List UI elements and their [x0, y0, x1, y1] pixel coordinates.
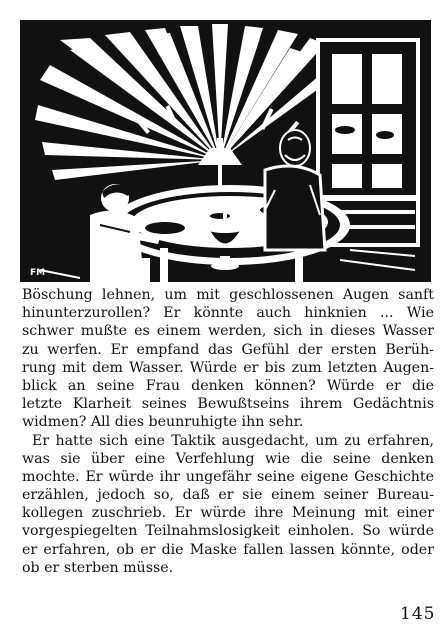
paragraph2-line-8: ob er sterben müsse. [22, 559, 174, 576]
paragraph1-line-1: Böschung lehnen, um mit geschlossenen Augen sanft [22, 287, 434, 303]
paragraph1-line-6: blick an seine Frau denken können? Würde er die [22, 377, 434, 394]
paragraph2-line-7: er erfahren, ob er die Maske fallen lassen könnte, oder [22, 541, 434, 558]
artist-monogram: FM [30, 268, 46, 278]
paragraph2-line-5: kollegen zuschrieb. Er würde ihre Meinung mit einer [22, 505, 434, 522]
page-number: 145 [400, 604, 436, 624]
paragraph1-line-7: letzte Klarheit seines Bewußtseins ihrem Gedächtnis [22, 396, 434, 413]
paragraph1-line-5: rung mit dem Wasser. Würde er bis zum letzten Augen- [22, 359, 434, 376]
paragraph2-line-2: was sie über eine Verfehlung wie die seine denken [22, 450, 434, 467]
paragraph1-line-4: zu werfen. Er empfand das Gefühl der ersten Berüh- [22, 341, 434, 358]
body-text [22, 286, 434, 577]
paragraph2-line-4: erzählen, jedoch so, daß er sie einem seiner Bureau- [22, 487, 434, 504]
woodcut-svg [20, 20, 431, 282]
paragraph1-line-3: schwer mußte es einem werden, sich in dieses Wasser [22, 323, 434, 340]
paragraph1-line-8: widmen? All dies beunruhigte ihn sehr. [22, 414, 304, 431]
woodcut-illustration [20, 20, 431, 282]
paragraph2-line-1: Er hatte sich eine Taktik ausgedacht, um zu erfahren, [32, 432, 434, 449]
paragraph1-line-2: hinunterzurollen? Er könnte auch hinknien ... Wie [22, 305, 434, 322]
paragraph2-line-6: vorgespiegelten Teilnahmslosigkeit einholen. So würde [22, 523, 434, 540]
paragraph2-line-3: mochte. Er würde ihr ungefähr seine eigene Geschichte [22, 468, 434, 485]
